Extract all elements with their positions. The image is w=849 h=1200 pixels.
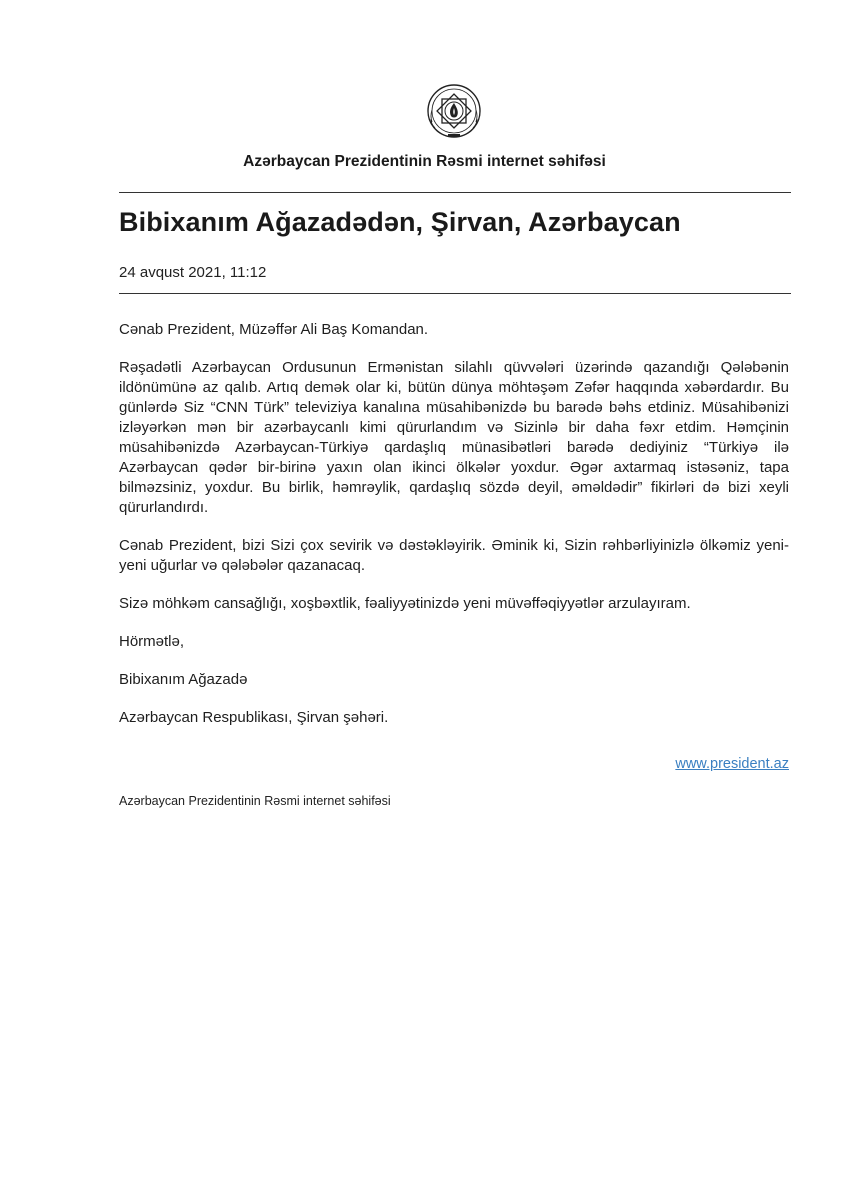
closing-line: Hörmətlə, xyxy=(119,633,185,650)
body-paragraph: Sizə möhkəm cansağlığı, xoşbəxtlik, fəaliyyətinizdə yeni müvəffəqiyyətlər arzulayıram. xyxy=(119,595,691,612)
signature-name: Bibixanım Ağazadə xyxy=(119,671,248,688)
header-divider xyxy=(119,192,791,193)
site-header-title: Azərbaycan Prezidentinin Rəsmi internet səhifəsi xyxy=(243,153,606,170)
president-site-link[interactable]: www.president.az xyxy=(675,756,789,772)
azerbaijan-state-emblem-icon xyxy=(426,82,482,140)
greeting-paragraph: Cənab Prezident, Müzəffər Ali Baş Komandan. xyxy=(119,321,429,338)
article-title: Bibixanım Ağazadədən, Şirvan, Azərbaycan xyxy=(119,207,681,237)
article-body xyxy=(119,320,789,746)
body-paragraph: Rəşadətli Azərbaycan Ordusunun Ermənistan silahlı qüvvələri üzərində qazandığı Qələbənin ildönümünə az qalıb. Artıq demək olar ki, bütün dünya möhtəşəm Zəfər haqqında xəbərdardır. Bu günlərdə Siz “CNN Türk” televiziya kanalına müsahibənizdə bu barədə bəhs etdiniz. Müsahibənizi izləyərkən mən bir azərbaycanlı kimi qürurlandım və Sizinlə bir daha fəxr etdim. Həmçinin müsahibənizdə Azərbaycan-Türkiyə qardaşlıq münasibətləri barədə dediyiniz “Türkiyə ilə Azərbaycan qədər bir-birinə yaxın olan ikinci ölkələr yoxdur. Əgər axtarmaq istəsəniz, tapa bilməzsiniz, yoxdur. Bu birlik, həmrəylik, qardaşlıq sözdə deyil, əməldədir” fikirləri də bizi xeyli qürurlandırdı. xyxy=(119,359,789,516)
signature-location: Azərbaycan Respublikası, Şirvan şəhəri. xyxy=(119,709,389,726)
title-divider xyxy=(119,293,791,294)
body-paragraph: Cənab Prezident, bizi Sizi çox sevirik və dəstəkləyirik. Əminik ki, Sizin rəhbərliyinizlə ölkəmiz yeni-yeni uğurlar və qələbələr qazanacaq. xyxy=(119,537,789,574)
article-date: 24 avqust 2021, 11:12 xyxy=(119,264,267,281)
page-footer: Azərbaycan Prezidentinin Rəsmi internet səhifəsi xyxy=(119,794,391,808)
